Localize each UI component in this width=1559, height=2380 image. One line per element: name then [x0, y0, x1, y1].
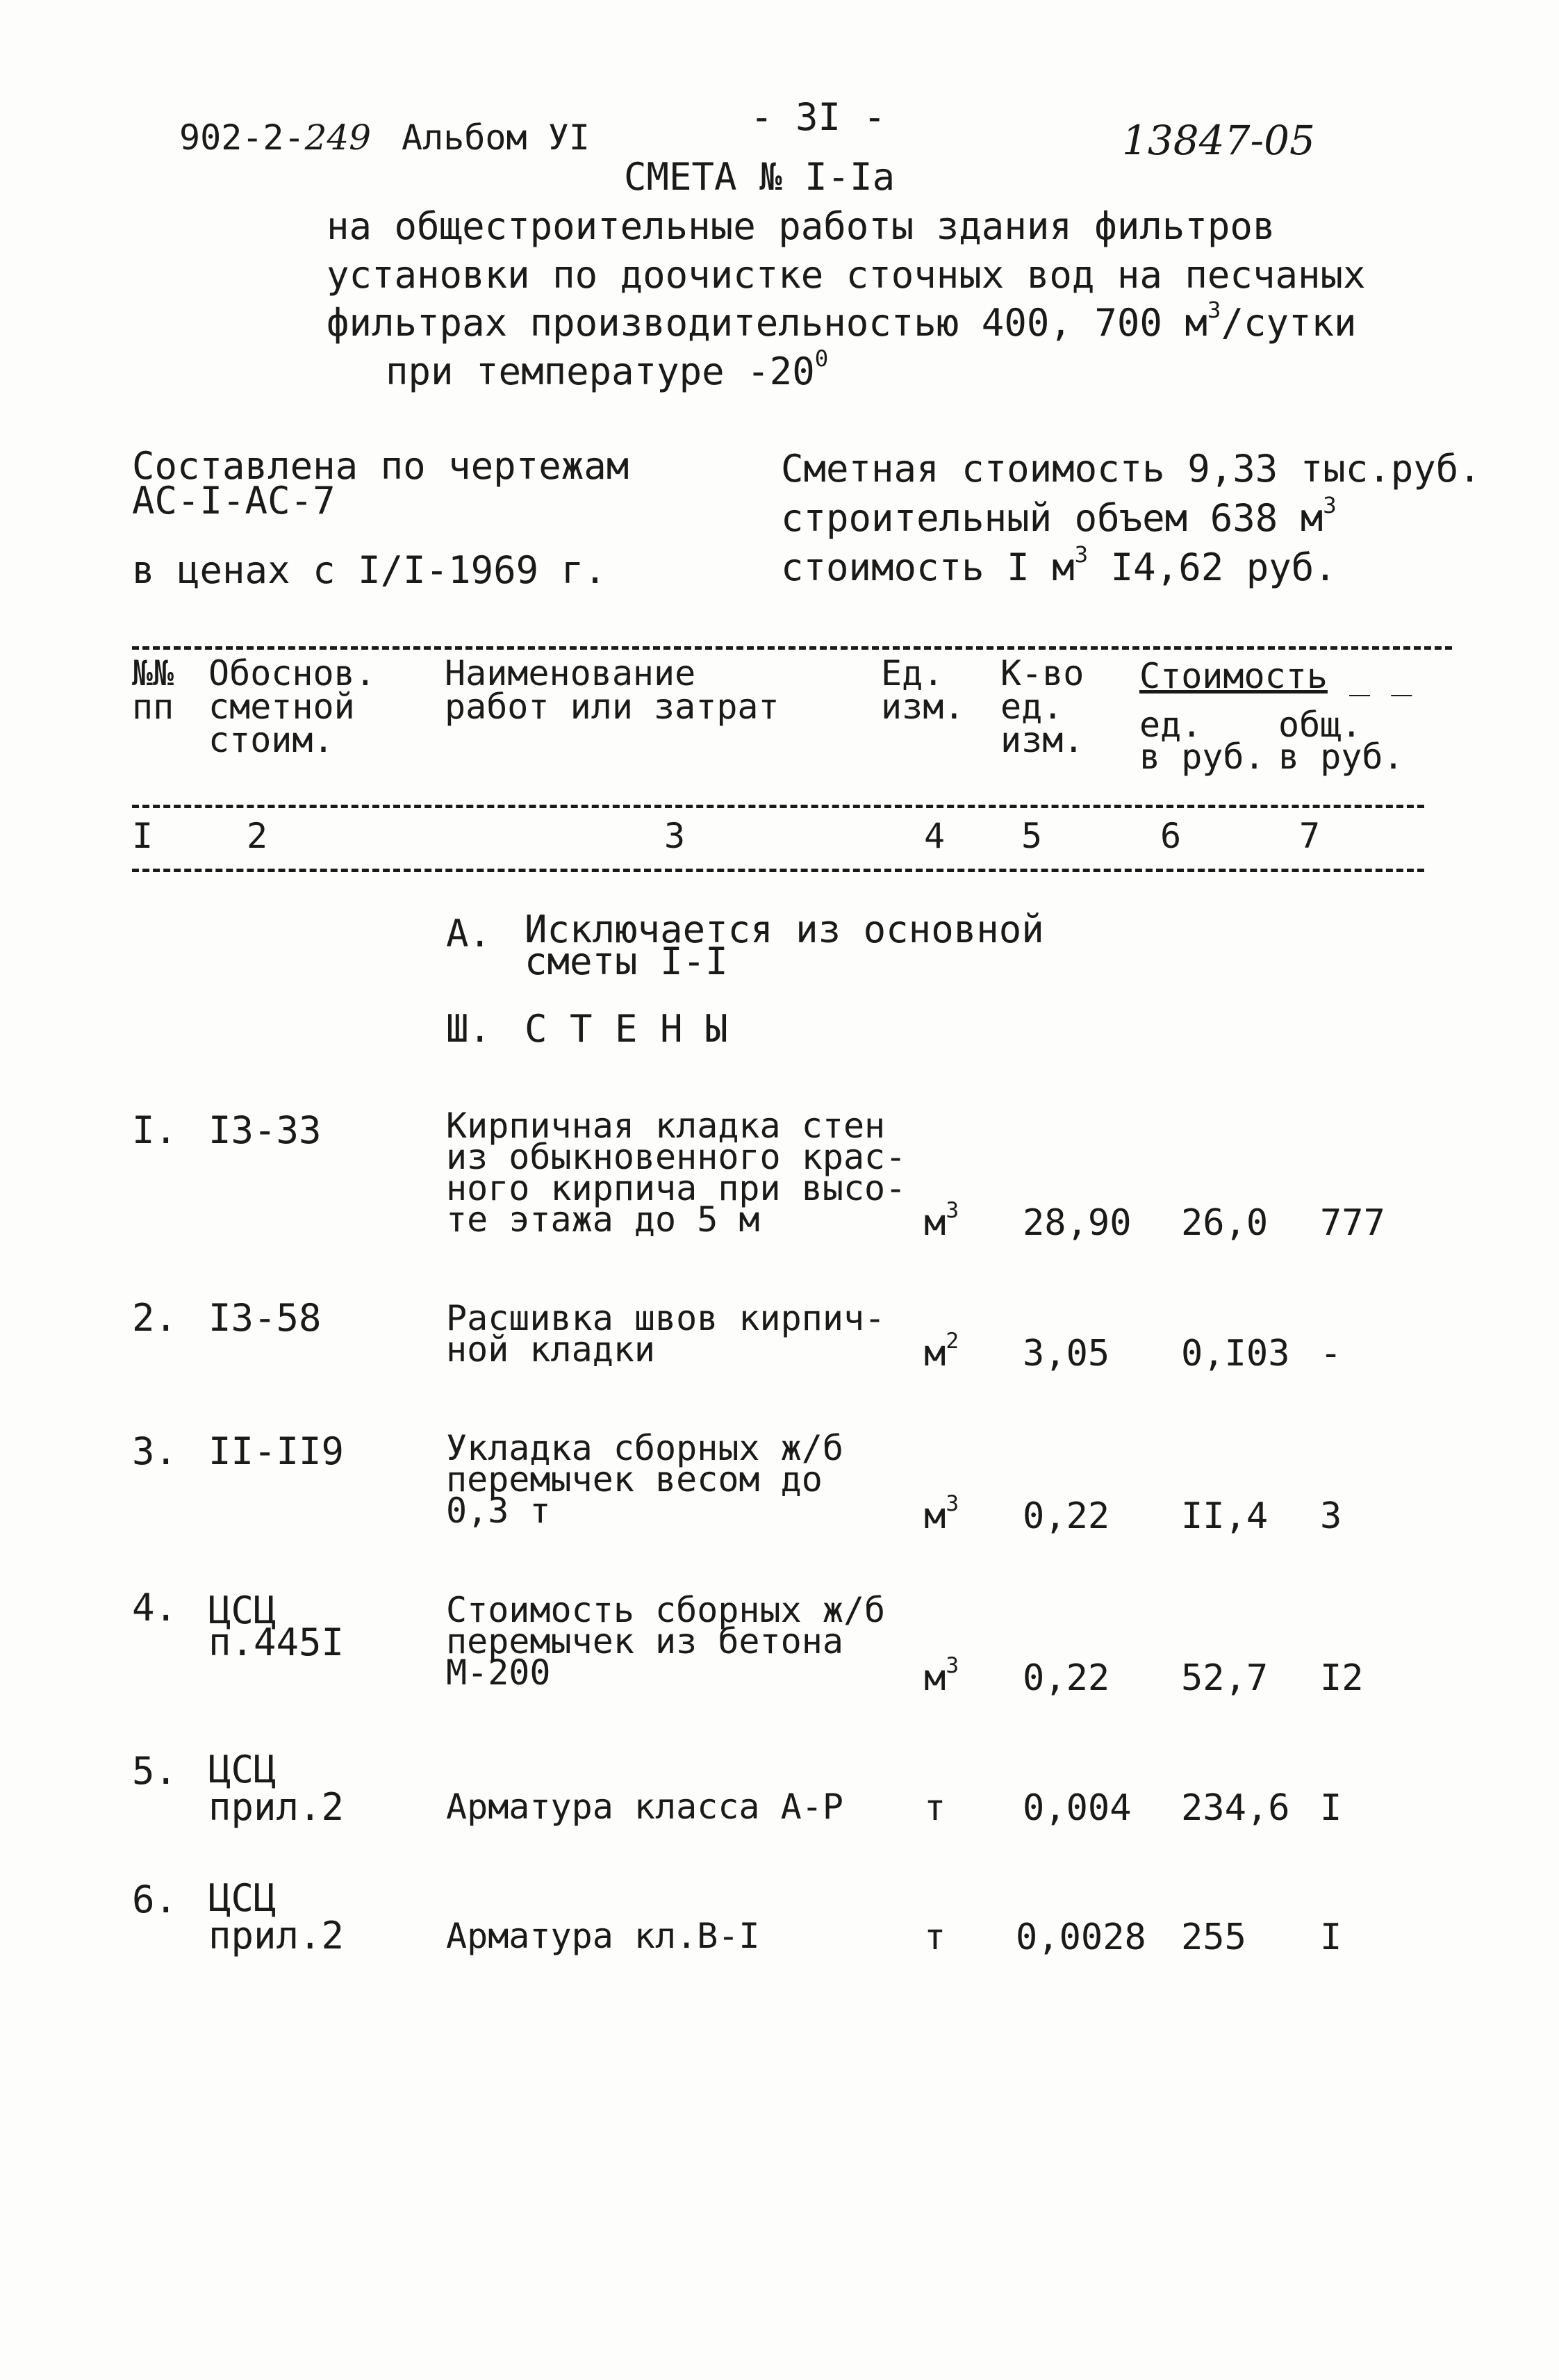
volume-text: строительный объем 638 м: [781, 496, 1323, 540]
row-6-basis: ЦСЦ прил.2: [208, 1876, 345, 1958]
row-5-name: Арматура класса А-Р: [446, 1787, 843, 1827]
title-line-3-text: фильтрах производительностью 400, 700 м: [327, 301, 1207, 345]
row-4-number: 4.: [132, 1586, 178, 1630]
title-line-4-text: при температуре -20: [386, 350, 815, 393]
row-5-unit: т: [924, 1787, 946, 1829]
row-1-unit-text: м: [924, 1202, 946, 1244]
doc-number: 13847-05: [1122, 117, 1315, 164]
row-3-qty: 0,22: [1023, 1495, 1110, 1537]
album-code: [179, 118, 371, 157]
row-5-unit-price: 234,6: [1181, 1787, 1290, 1829]
row-2-basis: I3-58: [208, 1296, 322, 1340]
col-header-unit: Ед. изм.: [881, 653, 965, 727]
compiled-by: Составлена по чертежам АС-I-АС-7: [132, 444, 629, 523]
header-bottom-rule: [132, 869, 1424, 872]
row-6-total: I: [1320, 1917, 1342, 1958]
page-number: - 3I -: [750, 95, 886, 139]
row-2-qty: 3,05: [1023, 1333, 1110, 1374]
row-1-name: Кирпичная кладка стен из обыкновенного крас- ного кирпича при высо- те этажа до 5 м: [446, 1106, 907, 1240]
row-2-unit-text: м: [924, 1333, 946, 1374]
row-3-name: Укладка сборных ж/б перемычек весом до 0,3 т: [446, 1428, 843, 1531]
album-code-text: 902-2-: [179, 117, 305, 158]
album-label: Альбом УI: [402, 117, 590, 158]
title-line-1: на общестроительные работы здания фильтров: [327, 204, 1276, 248]
row-6-number: 6.: [132, 1878, 178, 1921]
row-1-number: I.: [132, 1108, 178, 1152]
col-number-7: 7: [1299, 816, 1321, 856]
row-6-unit: т: [924, 1917, 946, 1958]
header-mid-rule: [132, 805, 1424, 808]
row-6-name: Арматура кл.В-I: [446, 1916, 760, 1956]
col-number-6: 6: [1160, 816, 1182, 856]
title-line-2: установки по доочистке сточных вод на песчаных: [327, 253, 1366, 297]
row-4-basis: ЦСЦ п.445I: [208, 1589, 345, 1664]
header-top-rule: [132, 646, 1452, 650]
row-3-unit-price: II,4: [1181, 1495, 1269, 1537]
section-walls-letter: Ш.: [446, 1007, 492, 1051]
cost-group-trailing-dashes: _ _: [1349, 656, 1412, 696]
col-header-qty: К-во ед. изм.: [1000, 653, 1084, 760]
section-walls-text: С Т Е Н Ы: [525, 1007, 728, 1051]
row-4-unit-text: м: [924, 1657, 946, 1699]
row-2-name: Расшивка швов кирпич- ной кладки: [446, 1298, 886, 1370]
row-2-total: -: [1320, 1333, 1342, 1374]
title-line-4-sup: 0: [814, 345, 829, 372]
row-5-total: I: [1320, 1787, 1342, 1829]
row-5-number: 5.: [132, 1749, 178, 1793]
section-a-letter: А.: [446, 912, 492, 955]
row-2-unit-price: 0,I03: [1181, 1333, 1290, 1374]
col-number-3: 3: [664, 816, 686, 856]
row-4-name: Стоимость сборных ж/б перемычек из бетона М-200: [446, 1590, 886, 1693]
unit-cost-suffix: I4,62 руб.: [1088, 545, 1337, 589]
estimated-cost: Сметная стоимость 9,33 тыс.руб.: [781, 447, 1481, 491]
row-1-qty: 28,90: [1023, 1202, 1132, 1244]
col-number-4: 4: [924, 816, 946, 856]
unit-cost-sup: 3: [1074, 541, 1089, 568]
col-header-number: №№ пп: [132, 653, 174, 727]
price-basis: в ценах с I/I-1969 г.: [132, 548, 607, 592]
col-number-5: 5: [1021, 816, 1043, 856]
title-line-3: [327, 297, 1357, 345]
volume-sup: 3: [1323, 492, 1337, 519]
row-6-unit-price: 255: [1181, 1917, 1246, 1958]
row-2-unit-sup: 2: [946, 1329, 959, 1354]
row-3-number: 3.: [132, 1429, 178, 1473]
row-4-total: I2: [1320, 1657, 1364, 1699]
row-3-basis: II-II9: [208, 1429, 345, 1473]
row-4-unit-sup: 3: [946, 1653, 959, 1679]
title-line-4: [386, 345, 829, 393]
estimate-title: СМЕТА № I-Iа: [624, 155, 896, 199]
col-number-1: I: [132, 816, 154, 856]
col-header-unit-price: ед. в руб.: [1139, 705, 1265, 777]
row-3-unit: [924, 1491, 959, 1537]
row-2-unit: [924, 1329, 959, 1374]
row-3-total: 3: [1320, 1495, 1342, 1537]
row-1-total: 777: [1320, 1202, 1385, 1244]
row-2-number: 2.: [132, 1296, 178, 1340]
row-4-unit: [924, 1653, 959, 1699]
col-header-basis: Обоснов. сметной стоим.: [208, 653, 376, 760]
col-header-cost-group: Стоимость: [1139, 656, 1328, 696]
title-line-3-sup: 3: [1207, 297, 1221, 324]
row-1-unit-sup: 3: [946, 1198, 959, 1224]
row-3-unit-sup: 3: [946, 1491, 959, 1517]
row-3-unit-text: м: [924, 1495, 946, 1537]
row-6-qty: 0,0028: [1016, 1917, 1146, 1958]
col-header-total: общ. в руб.: [1278, 705, 1404, 777]
row-1-unit-price: 26,0: [1181, 1202, 1269, 1244]
construction-volume: [781, 492, 1337, 540]
row-5-basis: ЦСЦ прил.2: [208, 1748, 345, 1829]
unit-volume-cost: [781, 541, 1337, 589]
row-1-unit: [924, 1198, 959, 1244]
row-1-basis: I3-33: [208, 1108, 322, 1152]
col-number-2: 2: [247, 816, 268, 856]
row-4-qty: 0,22: [1023, 1657, 1110, 1699]
row-5-qty: 0,004: [1023, 1787, 1132, 1829]
album-code-handwritten: 249: [304, 117, 372, 158]
row-4-unit-price: 52,7: [1181, 1657, 1269, 1699]
unit-cost-text: стоимость I м: [781, 545, 1075, 589]
section-a-text: Исключается из основной сметы I-I: [525, 908, 1044, 983]
title-line-3-suffix: /сутки: [1221, 301, 1357, 345]
col-header-name: Наименование работ или затрат: [445, 653, 780, 727]
